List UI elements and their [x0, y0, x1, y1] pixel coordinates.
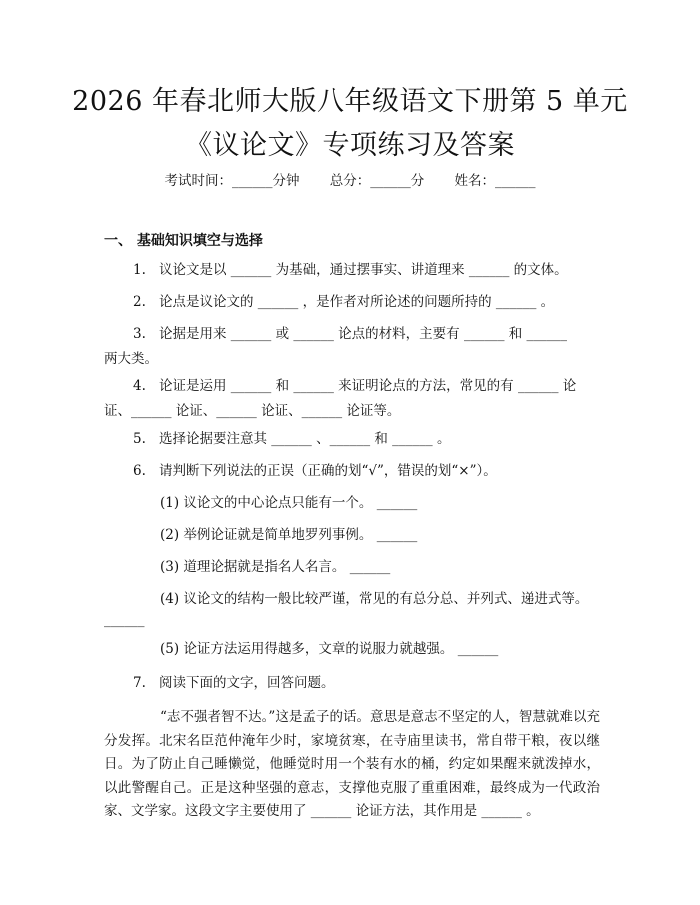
question-number: 3.: [133, 326, 146, 342]
question-6: [133, 460, 497, 483]
judge-item-1: (1) 议论文的中心论点只能有一个。 ______: [160, 495, 418, 511]
question-1: [133, 259, 568, 282]
question-number: 1.: [133, 262, 146, 278]
judge-item-2: (2) 举例论证就是简单地罗列事例。 ______: [160, 527, 418, 543]
question-number: 2.: [133, 294, 146, 310]
question-text: 议论文是以 ______ 为基础，通过摆事实、讲道理来 ______ 的文体。: [159, 262, 568, 278]
judge-item-3: (3) 道理论据就是指名人名言。 ______: [160, 559, 391, 575]
title-line-1: 2026 年春北师大版八年级语文下册第 5 单元: [72, 86, 628, 117]
question-number: 7.: [133, 675, 146, 691]
question-4-continuation: 证、______ 论证、______ 论证、______ 论证等。: [104, 403, 401, 419]
question-text: 论证是运用 ______ 和 ______ 来证明论点的方法，常见的有 ______ 论: [159, 378, 577, 394]
question-4: [133, 375, 576, 398]
title-line-2: 《议论文》专项练习及答案: [185, 130, 515, 161]
exam-time: 考试时间：______分钟: [164, 173, 300, 189]
exam-meta: [0, 169, 700, 189]
question-text: 请判断下列说法的正误（正确的划“√”，错误的划“×”）。: [159, 463, 497, 479]
page-title: [0, 80, 700, 168]
question-number: 5.: [133, 431, 146, 447]
question-5: [133, 428, 450, 451]
question-2: [133, 291, 554, 314]
question-text: 选择论据要注意其 ______ 、______ 和 ______ 。: [159, 431, 451, 447]
question-3: [133, 323, 567, 346]
reading-passage: “志不强者智不达。”这是孟子的话。意思是意志不坚定的人，智慧就难以充分发挥。北宋名臣范仲淹年少时，家境贫寒，在寺庙里读书，常自带干粮，夜以继日。为了防止自己睡懒觉，他睡觉时用一个装有水的桶，约定如果醒来就泼掉水，以此警醒自己。正是这种坚强的意志，支撑他克服了重重困难，最终成为一代政治家、文学家。这段文字主要使用了 ______ 论证方法，其作用是 ______ 。: [104, 709, 600, 819]
question-7: [133, 672, 335, 695]
question-number: 6.: [133, 463, 146, 479]
section-heading: 一、 基础知识填空与选择: [104, 233, 263, 249]
question-number: 4.: [133, 378, 146, 394]
total-score: 总分：______分: [329, 173, 425, 189]
question-text: 阅读下面的文字，回答问题。: [159, 675, 335, 691]
question-text: 论据是用来 ______ 或 ______ 论点的材料，主要有 ______ 和 ______: [159, 326, 568, 342]
judge-item-4-blank: ______: [104, 612, 145, 628]
question-text: 论点是议论文的 ______ ，是作者对所论述的问题所持的 ______ 。: [159, 294, 555, 310]
judge-item-5: (5) 论证方法运用得越多，文章的说服力就越强。 ______: [160, 641, 499, 657]
judge-item-4: (4) 议论文的结构一般比较严谨，常见的有总分总、并列式、递进式等。: [160, 591, 589, 607]
student-name: 姓名：______: [454, 173, 536, 189]
question-3-continuation: 两大类。: [104, 351, 158, 367]
